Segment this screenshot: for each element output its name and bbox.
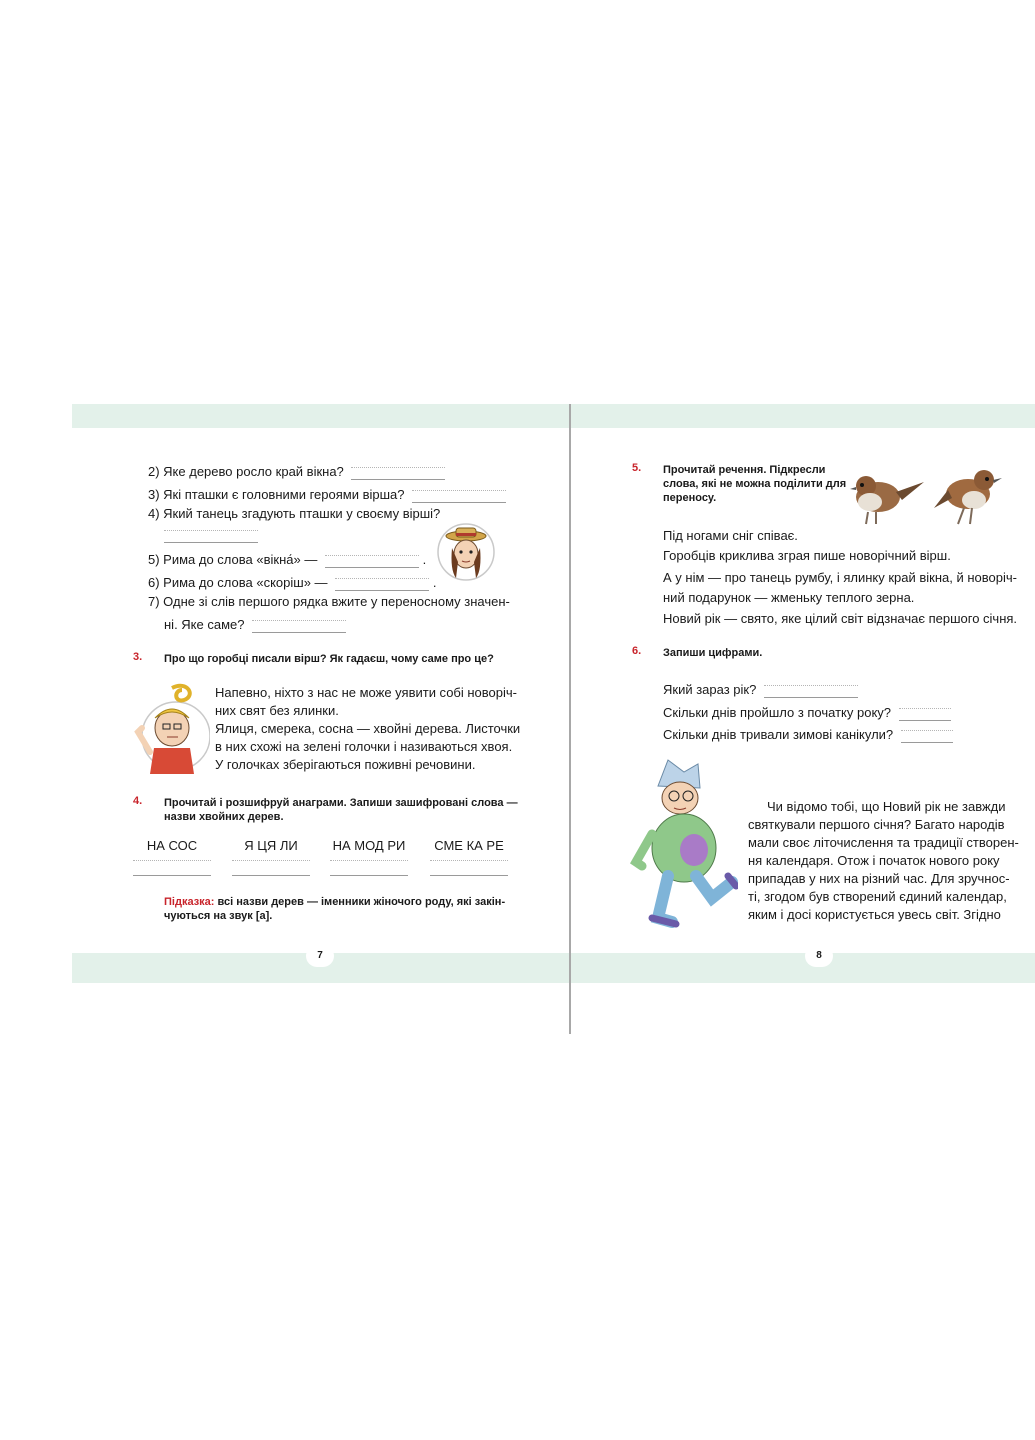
task-4-number: 4. bbox=[133, 795, 143, 807]
sentence-line: Горобців крикливa зграя пише новорічний вірш. bbox=[663, 548, 951, 563]
anagram-4: СМЕ КА РЕ bbox=[434, 838, 504, 853]
question-4-answer bbox=[164, 527, 258, 543]
paragraph-line: ті, згодом був створений єдиний календар, bbox=[748, 889, 1007, 904]
question-3 bbox=[148, 487, 506, 503]
anagram-answer-2[interactable] bbox=[232, 860, 310, 876]
question-6-text: 6) Рима до слова «скоріш» — bbox=[148, 575, 328, 590]
task-6-number: 6. bbox=[632, 645, 642, 657]
paragraph-line: них свят без ялинки. bbox=[215, 703, 339, 718]
question-days-holidays bbox=[663, 727, 953, 743]
answer-blank[interactable] bbox=[325, 555, 419, 568]
paragraph-line: святкували першого січня? Багато народів bbox=[748, 817, 1005, 832]
paragraph-line: Чи відомо тобі, що Новий рік не завжди bbox=[767, 799, 1006, 814]
answer-blank[interactable] bbox=[164, 530, 258, 543]
period: . bbox=[432, 575, 437, 590]
task-5-line1: Прочитай речення. Підкресли bbox=[663, 464, 826, 476]
paragraph-line: мали своє літочислення та традиції створен- bbox=[748, 835, 1019, 850]
answer-blank[interactable] bbox=[335, 578, 429, 591]
paragraph-line: Ялиця, смерека, сосна — хвойні дерева. Листочки bbox=[215, 721, 521, 736]
question-7-line1: 7) Одне зі слів першого рядка вжите у переносному значен- bbox=[148, 594, 510, 609]
sentence-line: А у нім — про танець румбу, і ялинку край вікна, й новоріч- bbox=[663, 570, 1017, 585]
paragraph-line: Напевно, ніхто з нас не може уявити собі новоріч- bbox=[215, 685, 518, 700]
paragraph-line: припадав у них на різний час. Для зручнос- bbox=[748, 871, 1010, 886]
hint-text: всі назви дерев — іменники жіночого роду, які закін- bbox=[214, 896, 506, 908]
sentence-line: Під ногами сніг співає. bbox=[663, 528, 798, 543]
answer-blank[interactable] bbox=[351, 467, 445, 480]
sparrows-icon bbox=[846, 462, 1011, 532]
paragraph-line: яким і досі користується увесь світ. Згідно bbox=[748, 907, 1001, 922]
anagram-answer-4[interactable] bbox=[430, 860, 508, 876]
question-2 bbox=[148, 464, 445, 480]
answer-blank[interactable] bbox=[899, 708, 951, 721]
paragraph-line: в них схожі на зелені голочки і називаються хвоя. bbox=[215, 739, 513, 754]
top-band bbox=[72, 404, 1035, 428]
answer-blank[interactable] bbox=[764, 685, 858, 698]
question-days-holidays-text: Скільки днів тривали зимові канікули? bbox=[663, 727, 894, 742]
question-6 bbox=[148, 575, 436, 591]
boy-in-paper-hat-icon bbox=[628, 758, 738, 930]
question-days-passed-text: Скільки днів пройшло з початку року? bbox=[663, 705, 892, 720]
anagram-3: НА МОД РИ bbox=[332, 838, 406, 853]
question-5 bbox=[148, 552, 426, 568]
anagram-answer-3[interactable] bbox=[330, 860, 408, 876]
task-4-line2: назви хвойних дерев. bbox=[164, 811, 284, 823]
hint-line2: чуються на звук [а]. bbox=[164, 910, 273, 922]
answer-blank[interactable] bbox=[901, 730, 953, 743]
question-7-text: ні. Яке саме? bbox=[164, 617, 245, 632]
task-6-text: Запиши цифрами. bbox=[663, 647, 763, 659]
task-5-line3: переносу. bbox=[663, 492, 717, 504]
anagram-answer-1[interactable] bbox=[133, 860, 211, 876]
answer-blank[interactable] bbox=[252, 620, 346, 633]
period: . bbox=[422, 552, 427, 567]
question-2-text: 2) Яке дерево росло край вікна? bbox=[148, 464, 344, 479]
sentence-line: Новий рік — свято, яке цілий світ відзначає першого січня. bbox=[663, 611, 1018, 626]
hint-label: Підказка: bbox=[164, 896, 215, 908]
paragraph-line: ня календаря. Отож і початок нового року bbox=[748, 853, 1000, 868]
boy-with-curl-icon bbox=[130, 678, 210, 778]
task-4-line1: Прочитай і розшифруй анаграми. Запиши зашифровані слова — bbox=[164, 797, 518, 809]
anagram-1: НА СОС bbox=[146, 838, 198, 853]
task-3-number: 3. bbox=[133, 651, 143, 663]
sentence-line: ний подарунок — жменьку теплого зерна. bbox=[663, 590, 915, 605]
page-number-right: 8 bbox=[805, 945, 833, 967]
question-3-text: 3) Які пташки є головними героями вірша? bbox=[148, 487, 405, 502]
answer-blank[interactable] bbox=[412, 490, 506, 503]
question-7-line2 bbox=[164, 617, 346, 633]
girl-with-hat-icon bbox=[436, 522, 496, 582]
question-year-text: Який зараз рік? bbox=[663, 682, 757, 697]
task-5-line2: слова, які не можна поділити для bbox=[663, 478, 847, 490]
page-number-left: 7 bbox=[306, 945, 334, 967]
book-spine bbox=[569, 404, 571, 1034]
question-4-text: 4) Який танець згадують пташки у своєму вірші? bbox=[148, 506, 441, 521]
question-days-passed bbox=[663, 705, 951, 721]
question-year bbox=[663, 682, 858, 698]
anagram-2: Я ЦЯ ЛИ bbox=[244, 838, 298, 853]
question-5-text: 5) Рима до слова «вікна́» — bbox=[148, 552, 318, 567]
bottom-band bbox=[72, 953, 1035, 983]
task-5-number: 5. bbox=[632, 462, 642, 474]
task-3-text: Про що горобці писали вірш? Як гадаєш, чому саме про це? bbox=[164, 653, 494, 665]
question-4 bbox=[148, 506, 440, 522]
paragraph-line: У голочках зберігаються поживні речовини. bbox=[215, 757, 476, 772]
